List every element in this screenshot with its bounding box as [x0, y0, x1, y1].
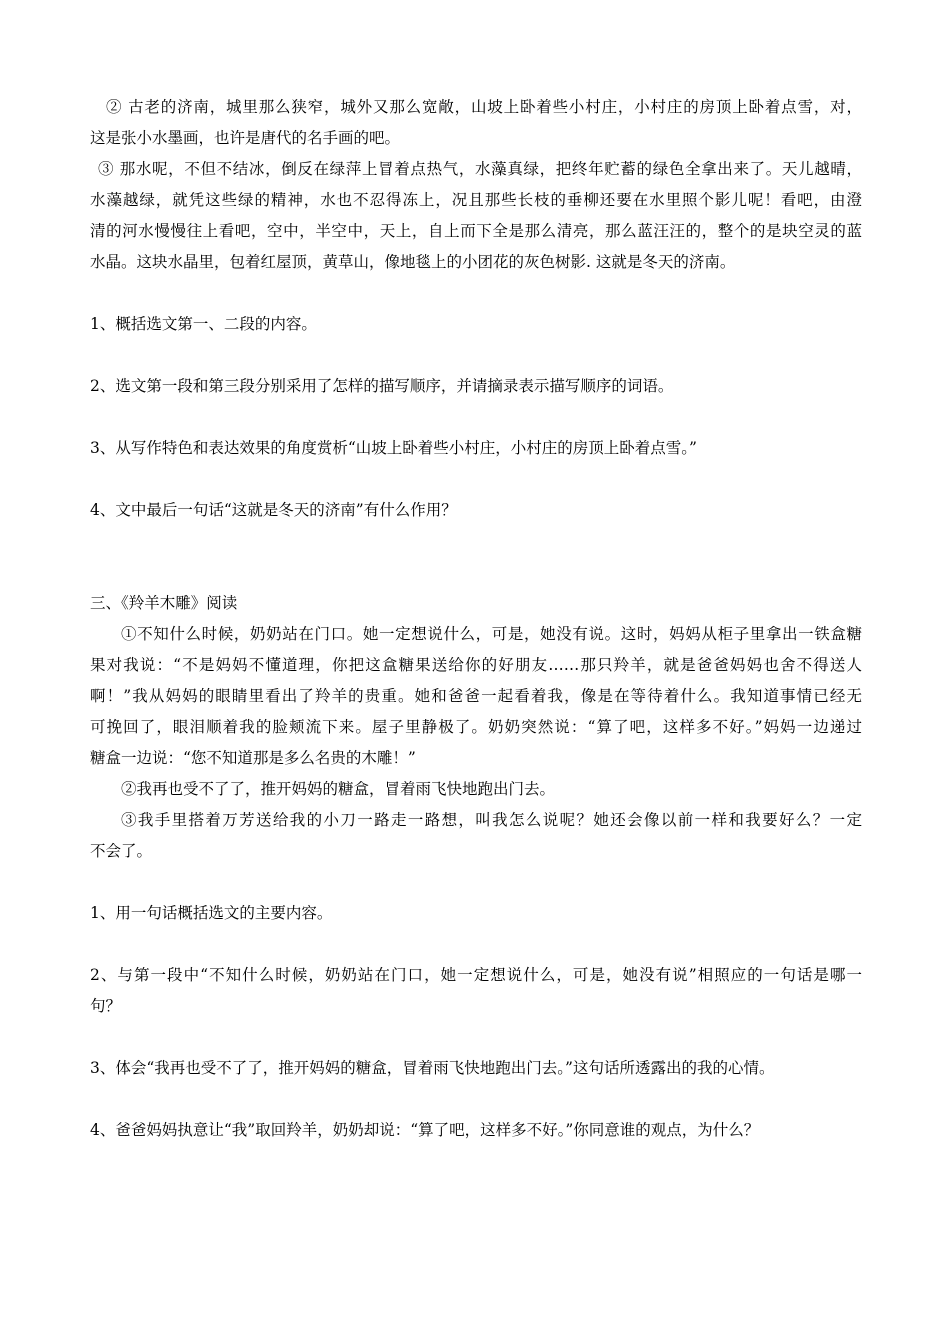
question-3: 3、从写作特色和表达效果的角度赏析“山坡上卧着些小村庄，小村庄的房顶上卧着点雪。”: [90, 439, 697, 457]
text-line: ①不知什么时候，奶奶站在门口。她一定想说什么，可是，她没有说。这时，妈妈从柜子里拿出一铁盒糖: [121, 625, 862, 643]
text-line: 这是张小水墨画，也许是唐代的名手画的吧。: [90, 129, 401, 147]
passage-paragraph-3b: [90, 805, 862, 867]
question-4b: 4、爸爸妈妈执意让“我”取回羚羊，奶奶却说：“算了吧，这样多不好。”你同意谁的观点，为什么？: [90, 1121, 760, 1139]
question-3b: 3、体会“我再也受不了了，推开妈妈的糖盒，冒着雨飞快地跑出门去。”这句话所透露出的我的心情。: [90, 1059, 775, 1077]
passage-paragraph-1: [90, 619, 862, 774]
section-heading: 三、《羚羊木雕》阅读: [90, 594, 238, 612]
text-line: 可挽回了，眼泪顺着我的脸颊流下来。屋子里静极了。奶奶突然说：“算了吧，这样多不好。”妈妈一边递过: [90, 718, 862, 736]
text-line: 清的河水慢慢往上看吧，空中，半空中，天上，自上而下全是那么清亮，那么蓝汪汪的，整个的是块空灵的蓝: [90, 222, 862, 240]
passage-paragraph-2: [90, 92, 862, 154]
passage-paragraph-3: [90, 154, 862, 278]
question-4: 4、文中最后一句话“这就是冬天的济南”有什么作用？: [90, 501, 457, 519]
text-line: 果对我说：“不是妈妈不懂道理，你把这盒糖果送给你的好朋友……那只羚羊，就是爸爸妈妈也舍不得送人: [90, 656, 862, 674]
text-line: 啊！”我从妈妈的眼睛里看出了羚羊的贵重。她和爸爸一起看着我，像是在等待着什么。我知道事情已经无: [90, 687, 862, 705]
text-line: ③ 那水呢，不但不结冰，倒反在绿萍上冒着点热气，水藻真绿，把终年贮蓄的绿色全拿出来了。天儿越晴，: [98, 160, 862, 178]
question-2: 2、选文第一段和第三段分别采用了怎样的描写顺序，并请摘录表示描写顺序的词语。: [90, 377, 674, 395]
question-2b: 2、与第一段中“不知什么时候，奶奶站在门口，她一定想说什么，可是，她没有说”相照应的一句话是哪一: [90, 966, 862, 984]
text-line: 水藻越绿，就凭这些绿的精神，水也不忍得冻上，况且那些长枝的垂柳还要在水里照个影儿呢！看吧，由澄: [90, 191, 862, 209]
text-line: 水晶。这块水晶里，包着红屋顶，黄草山，像地毯上的小团花的灰色树影. 这就是冬天的济南。: [90, 253, 736, 271]
question-1: 1、概括选文第一、二段的内容。: [90, 315, 317, 333]
text-line: ③我手里搭着万芳送给我的小刀一路走一路想，叫我怎么说呢？她还会像以前一样和我要好么？一定: [121, 811, 862, 829]
text-line: 糖盒一边说：“您不知道那是多么名贵的木雕！”: [90, 749, 416, 767]
text-line: 不会了。: [90, 842, 153, 860]
question-2b-cont: 句？: [90, 997, 122, 1015]
question-1b: 1、用一句话概括选文的主要内容。: [90, 904, 333, 922]
document-page: [90, 92, 862, 1146]
text-line: ② 古老的济南，城里那么狭窄，城外又那么宽敞，山坡上卧着些小村庄，小村庄的房顶上卧着点雪，对，: [106, 98, 862, 116]
passage-paragraph-2b: ②我再也受不了了，推开妈妈的糖盒，冒着雨飞快地跑出门去。: [121, 780, 556, 798]
